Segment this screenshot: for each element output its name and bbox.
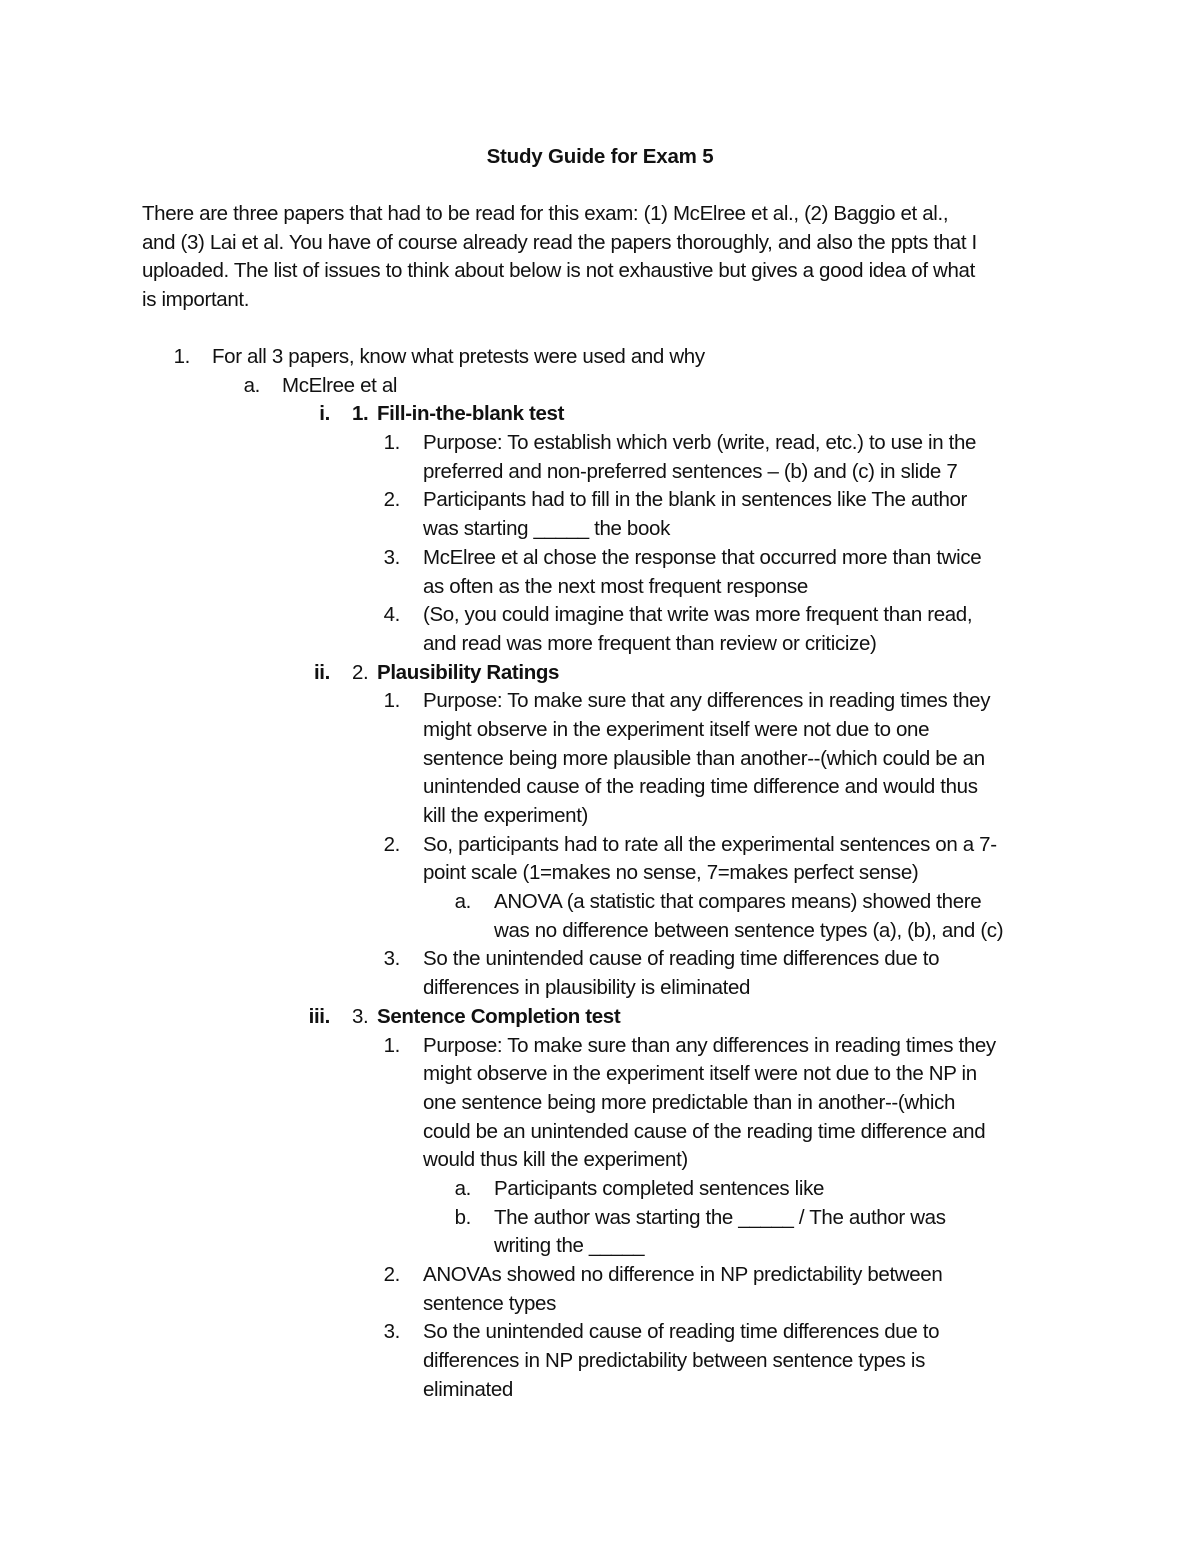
list-item-continuation (0, 630, 1200, 659)
list-item-continuation (0, 859, 1200, 888)
list-item-text: could be an unintended cause of the reading time difference and (423, 1119, 986, 1143)
list-item-level4 (0, 945, 1200, 974)
list-item-continuation (0, 1347, 1200, 1376)
list-item-level1 (0, 343, 1200, 372)
list-item-continuation (0, 974, 1200, 1003)
list-item-text: McElree et al chose the response that occurred more than twice (423, 545, 982, 569)
list-item-level2 (0, 372, 1200, 401)
list-item-text: would thus kill the experiment) (423, 1148, 688, 1172)
list-item-text: unintended cause of the reading time difference and would thus (423, 775, 978, 799)
list-item-text: as often as the next most frequent response (423, 574, 808, 598)
list-item-continuation (0, 1376, 1200, 1405)
list-item-text: Participants completed sentences like (494, 1176, 825, 1200)
list-item-text: might observe in the experiment itself were not due to one (423, 717, 930, 741)
section-heading-text: Sentence Completion test (377, 1004, 621, 1028)
list-item-level4 (0, 1318, 1200, 1347)
list-item-text: eliminated (423, 1377, 513, 1401)
list-item-level4 (0, 1261, 1200, 1290)
intro-paragraph (142, 200, 1062, 315)
list-marker: 3. (383, 947, 400, 971)
list-item-text: kill the experiment) (423, 804, 589, 827)
list-item-text: The author was starting the _____ / The author was (494, 1205, 946, 1229)
list-marker: a. (243, 373, 260, 397)
list-item-text: was no difference between sentence types (a), (b), and (c) (494, 918, 1004, 942)
list-marker: b. (454, 1205, 471, 1229)
list-item-level5 (0, 1175, 1200, 1204)
section-heading-i (0, 400, 1200, 429)
list-marker: 4. (383, 603, 400, 627)
list-item-continuation (0, 1232, 1200, 1261)
list-item-text: might observe in the experiment itself were not due to the NP in (423, 1062, 977, 1086)
list-marker: 3. (383, 545, 400, 569)
list-item-text: sentence types (423, 1291, 556, 1315)
list-item-continuation (0, 917, 1200, 946)
list-item-level5 (0, 888, 1200, 917)
list-marker: 1. (383, 431, 400, 455)
list-item-text: and read was more frequent than review or criticize) (423, 631, 877, 655)
list-item-text: So, participants had to rate all the experimental sentences on a 7- (423, 832, 997, 856)
intro-line: There are three papers that had to be read for this exam: (1) McElree et al., (2) Baggio et al., (142, 202, 949, 225)
list-marker: 2. (383, 488, 400, 512)
list-item-text: Participants had to fill in the blank in sentences like The author (423, 488, 968, 512)
list-item-level4 (0, 429, 1200, 458)
list-item-text: So the unintended cause of reading time differences due to (423, 1320, 940, 1344)
section-heading-text: Fill-in-the-blank test (377, 402, 565, 426)
list-item-text: Purpose: To make sure than any differences in reading times they (423, 1033, 996, 1057)
section-heading-text: Plausibility Ratings (377, 660, 560, 684)
list-item-text: (So, you could imagine that write was more frequent than read, (423, 603, 973, 627)
list-item-text: differences in NP predictability between sentence types is (423, 1349, 925, 1373)
list-marker: 1. (383, 689, 400, 713)
list-item-text: Purpose: To make sure that any differences in reading times they (423, 689, 991, 713)
list-item-level4 (0, 601, 1200, 630)
list-item-text: For all 3 papers, know what pretests were used and why (212, 345, 705, 368)
list-item-text: ANOVA (a statistic that compares means) showed there (494, 890, 982, 914)
list-item-text: point scale (1=makes no sense, 7=makes perfect sense) (423, 861, 919, 885)
intro-line: and (3) Lai et al. You have of course already read the papers thoroughly, and also the ppts that I (142, 230, 977, 254)
list-item-continuation (0, 458, 1200, 487)
list-item-continuation (0, 716, 1200, 745)
list-item-level4 (0, 486, 1200, 515)
list-item-continuation (0, 1060, 1200, 1089)
list-item-continuation (0, 745, 1200, 774)
list-item-text: was starting _____ the book (423, 517, 670, 541)
intro-line: is important. (142, 288, 250, 312)
list-item-text: one sentence being more predictable than in another--(which (423, 1090, 956, 1114)
list-marker: 3. (383, 1320, 400, 1344)
section-number: 3. (352, 1004, 369, 1028)
section-heading-iii (0, 1003, 1200, 1032)
list-item-continuation (0, 1118, 1200, 1147)
list-marker: 2. (383, 832, 400, 856)
section-heading-ii (0, 659, 1200, 688)
list-item-text: Purpose: To establish which verb (write, read, etc.) to use in the (423, 431, 977, 455)
outline-list (0, 343, 1200, 1404)
list-item-level4 (0, 831, 1200, 860)
list-marker: iii. (308, 1004, 330, 1028)
list-marker: a. (454, 890, 471, 914)
list-item-text: writing the _____ (494, 1234, 645, 1258)
list-item-text: preferred and non-preferred sentences – (b) and (c) in slide 7 (423, 459, 958, 483)
list-item-text: ANOVAs showed no difference in NP predictability between (423, 1263, 943, 1286)
list-item-level5 (0, 1204, 1200, 1233)
list-item-continuation (0, 1146, 1200, 1175)
section-number: 1. (352, 402, 369, 426)
list-marker: 2. (383, 1263, 400, 1286)
list-item-continuation (0, 573, 1200, 602)
list-item-level4 (0, 544, 1200, 573)
list-marker: a. (454, 1176, 471, 1200)
list-item-level4 (0, 687, 1200, 716)
list-item-continuation (0, 515, 1200, 544)
list-item-continuation (0, 1089, 1200, 1118)
list-item-text: So the unintended cause of reading time differences due to (423, 947, 940, 971)
intro-line: uploaded. The list of issues to think about below is not exhaustive but gives a good idea of what (142, 259, 975, 283)
page-title: Study Guide for Exam 5 (486, 145, 714, 168)
list-item-text: differences in plausibility is eliminated (423, 976, 751, 1000)
list-item-continuation (0, 773, 1200, 802)
list-item-text: sentence being more plausible than another--(which could be an (423, 746, 985, 770)
list-item-level4 (0, 1032, 1200, 1061)
section-number: 2. (352, 660, 369, 684)
list-marker: ii. (313, 660, 330, 684)
list-marker: i. (319, 402, 330, 426)
list-item-text: McElree et al (282, 373, 398, 397)
list-marker: 1. (383, 1033, 400, 1057)
list-marker: 1. (173, 345, 190, 368)
list-item-continuation (0, 802, 1200, 831)
list-item-continuation (0, 1290, 1200, 1319)
